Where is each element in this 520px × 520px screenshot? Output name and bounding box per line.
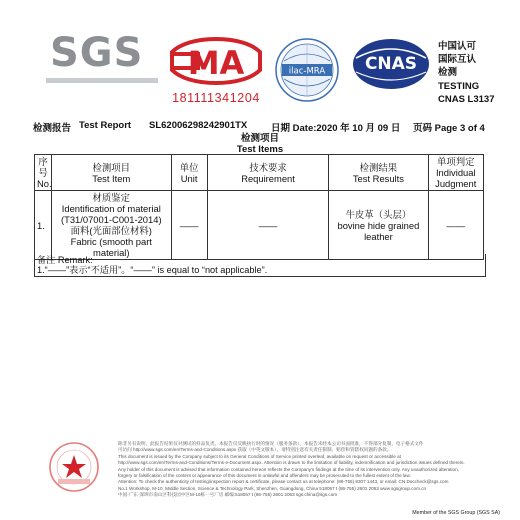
report-label-en: Test Report: [79, 120, 132, 131]
row-unit: ——: [171, 191, 207, 260]
header-no: 序号 No.: [35, 155, 52, 191]
accreditation-line: CNAS L3137: [438, 93, 495, 105]
svg-text:MA: MA: [187, 44, 245, 82]
remark-text: 1.“——”表示“不适用”。“——” is equal to “not applicable”.: [37, 265, 268, 275]
header-test-results: 检测结果 Test Results: [329, 155, 428, 191]
footer-line: Attention: To check the authenticity of testing/inspection report & certificate, please contact us at telephone: (86-755) 8307 1443, or email: CN.Doccheck@sgs.com: [118, 479, 449, 485]
accreditation-text: [438, 40, 495, 106]
header-test-item: 检测项目 Test Item: [52, 155, 171, 191]
sgs-logo-text: SGS: [50, 30, 144, 76]
accreditation-line: 检测: [438, 67, 458, 79]
cma-number: 181111341204: [172, 91, 260, 105]
report-page: 页码 Page 3 of 4: [413, 123, 485, 134]
table-row: [35, 191, 484, 260]
svg-text:CNAS: CNAS: [364, 54, 418, 74]
row-judgment: ——: [428, 191, 484, 260]
accreditation-line: 国际互认: [438, 54, 477, 66]
report-number: SL62006298242901TX: [149, 120, 248, 131]
table-header-row: [35, 155, 484, 191]
footer-line: This document is issued by the Company subject to its General Conditions of Service printed overleaf, available on request or accessible at: [118, 453, 401, 459]
footer-line: No.1 Workshop, M-10, Middle Section, Science & Technology Park, Shenzhen, Guangdong, China 518057 t (86-755) 2601 2053 www.sgsgroup.com.cn: [118, 485, 427, 491]
cnas-logo: [350, 36, 432, 92]
header-judgment: 单项判定 Individual Judgment: [428, 155, 484, 191]
header-unit: 单位 Unit: [171, 155, 207, 191]
svg-text:ilac-MRA: ilac-MRA: [288, 66, 326, 77]
footer-line: http://www.sgs.com/en/Terms-and-Conditions/Terms-e-Document.aspx. Attention is drawn to the limitation of liability, indemnification and jurisdiction issues defined therein.: [118, 460, 465, 466]
accreditation-line: TESTING: [438, 80, 480, 92]
company-seal-stamp: [34, 441, 116, 493]
accreditation-line: 中国认可: [438, 41, 477, 52]
sgs-logo-bar: [46, 78, 158, 83]
footer-line: 可访问 http://www.sgs.com/en/Terms-and-Conditions.aspx 获取（中英文版本），请特别注意有关责任限制、赔偿和管辖权问题的条款。: [118, 447, 392, 453]
remark-box: [34, 254, 486, 277]
test-items-title: [0, 133, 520, 155]
header-requirement: 技术要求 Requirement: [207, 155, 329, 191]
report-date: 日期 Date:2020 年 10 月 09 日: [271, 123, 401, 134]
cma-logo: [168, 36, 264, 86]
test-items-title-en: Test Items: [236, 144, 284, 155]
row-no: 1.: [35, 191, 52, 260]
row-requirement: ——: [207, 191, 329, 260]
remark-label: 备注 Remark:: [37, 255, 93, 265]
row-test-item: 材质鉴定 Identification of material (T31/07001-C001-2014) 面料(光面部位材料) Fabric (smooth part material): [52, 191, 171, 260]
test-items-title-cn: 检测项目: [240, 133, 279, 144]
row-result: 牛皮革（头层） bovine hide grained leather: [329, 191, 428, 260]
report-label-cn: 检测报告: [33, 123, 72, 134]
test-items-table: [34, 154, 484, 260]
footer-line: 中国·广东·深圳市南山区科技园中区M-10栋一号厂房 邮编:518057 t (86-755) 2601 2053 sgs.china@sgs.com: [118, 492, 338, 498]
footer-line: forgery or falsification of the content or appearance of this document is unlawful and offenders may be prosecuted to the fullest extent of the law.: [118, 473, 411, 479]
footer-line: Any holder of this document is advised that information contained hereon reflects the Company's findings at the time of its intervention only. Any unauthorized alteration,: [118, 466, 459, 472]
ilac-mra-logo: [274, 37, 340, 103]
footer-line: 除非另有说明，此报告结果仅对测试的样品负责。本报告仅反映执行时的情况（服务条款），本报告未经本公司书面批准，不得部分复制，电子格式文件: [118, 441, 424, 446]
sgs-logo: [40, 30, 160, 86]
legal-footer: [118, 441, 490, 501]
sgs-group-member: Member of the SGS Group (SGS SA): [412, 510, 500, 516]
